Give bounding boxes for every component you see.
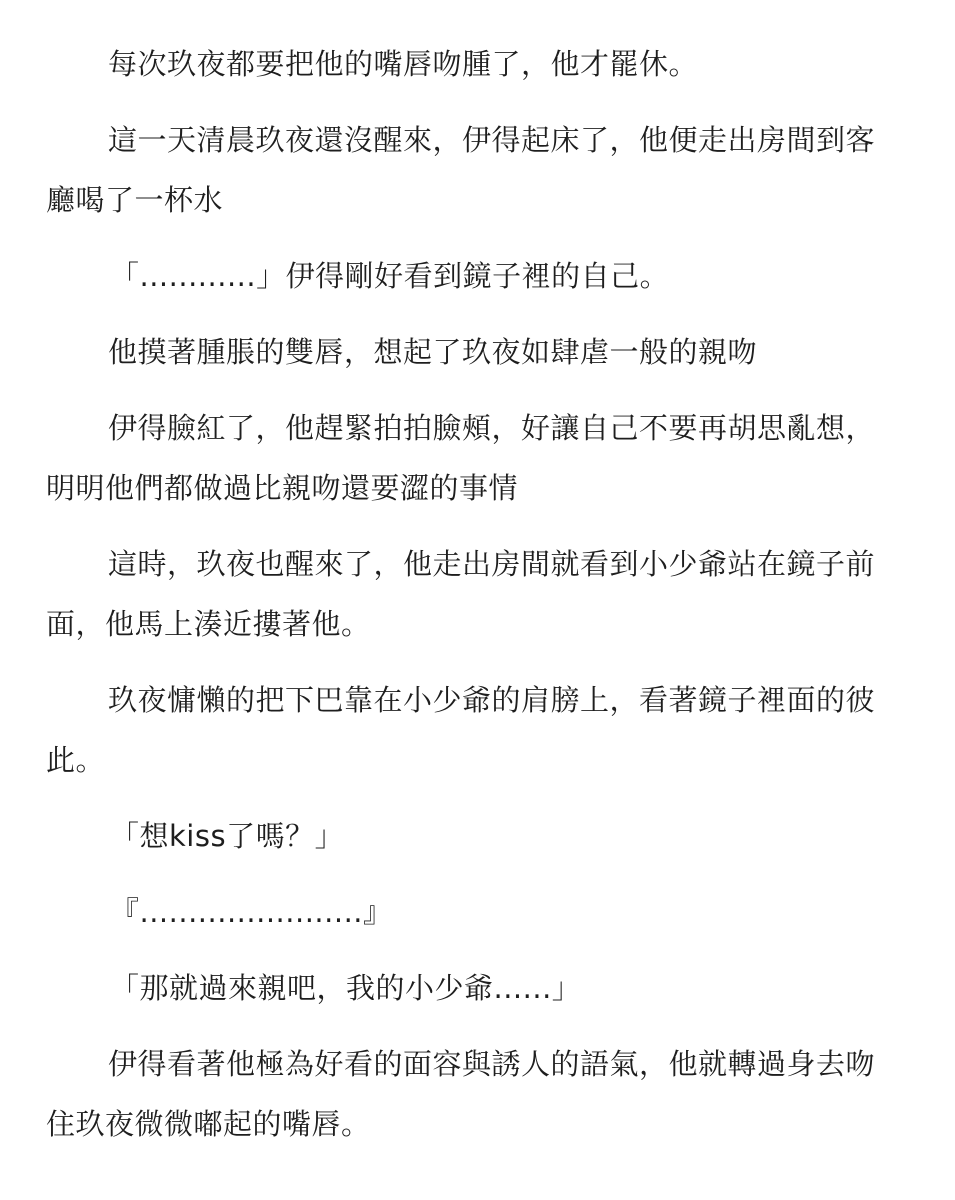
paragraph-8: 「想kiss了嗎？」 xyxy=(110,819,345,853)
paragraph-6: 這時，玖夜也醒來了，他走出房間就看到小少爺站在鏡子前面，他馬上湊近摟著他。 xyxy=(46,547,876,641)
paragraph-3: 「............」伊得剛好看到鏡子裡的自己。 xyxy=(110,259,670,293)
paragraph-10: 「那就過來親吧，我的小少爺......」 xyxy=(110,971,582,1005)
paragraph-4: 他摸著腫脹的雙唇，想起了玖夜如肆虐一般的親吻 xyxy=(108,335,758,369)
paragraph-5: 伊得臉紅了，他趕緊拍拍臉頰，好讓自己不要再胡思亂想，明明他們都做過比親吻還要澀的事情 xyxy=(46,411,876,505)
paragraph-2: 這一天清晨玖夜還沒醒來，伊得起床了，他便走出房間到客廳喝了一杯水 xyxy=(46,123,876,217)
paragraph-1: 每次玖夜都要把他的嘴唇吻腫了，他才罷休。 xyxy=(108,47,699,81)
paragraph-7: 玖夜慵懶的把下巴靠在小少爺的肩膀上，看著鏡子裡面的彼此。 xyxy=(46,683,876,777)
paragraph-9: 『.......................』 xyxy=(110,895,393,929)
paragraph-11: 伊得看著他極為好看的面容與誘人的語氣，他就轉過身去吻住玖夜微微嘟起的嘴唇。 xyxy=(46,1047,876,1141)
